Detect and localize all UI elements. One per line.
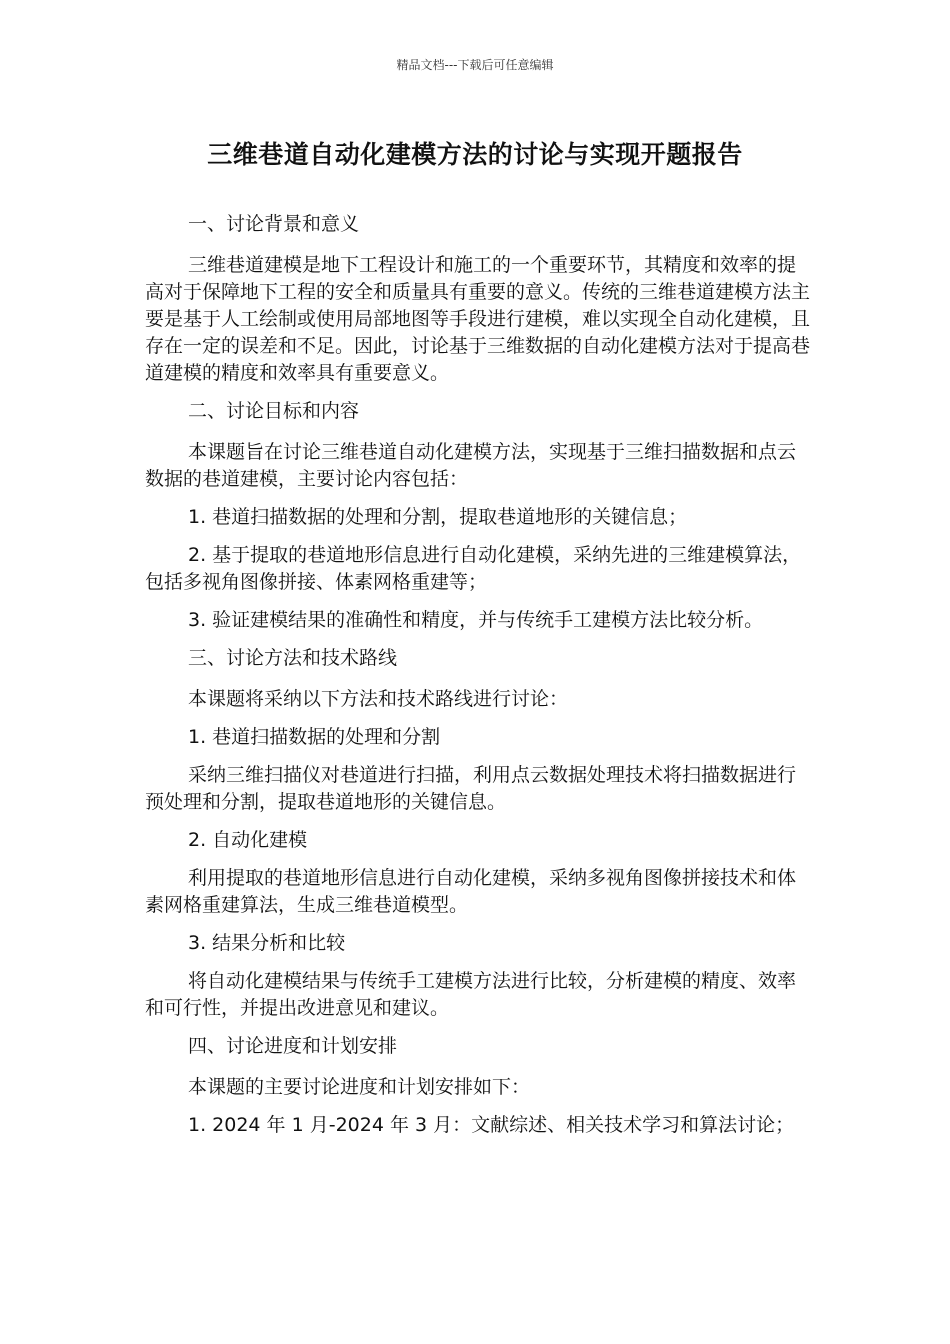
section-heading-methods: 三、讨论方法和技术路线 [188,647,398,669]
list-item-schedule-1: 1. 2024 年 1 月-2024 年 3 月：文献综述、相关技术学习和算法讨论； [188,1114,795,1136]
paragraph-goals-intro: 本课题旨在讨论三维巷道自动化建模方法，实现基于三维扫描数据和点云数据的巷道建模，主要讨论内容包括： [145,441,797,490]
paragraph-method-2: 利用提取的巷道地形信息进行自动化建模，采纳多视角图像拼接技术和体素网格重建算法，生成三维巷道模型。 [145,867,797,916]
section-heading-goals: 二、讨论目标和内容 [188,400,360,422]
paragraph-method-1: 采纳三维扫描仪对巷道进行扫描，利用点云数据处理技术将扫描数据进行预处理和分割，提取巷道地形的关键信息。 [145,764,797,813]
subheading-method-1: 1. 巷道扫描数据的处理和分割 [188,726,441,748]
subheading-method-2: 2. 自动化建模 [188,829,308,851]
paragraph-methods-intro: 本课题将采纳以下方法和技术路线进行讨论： [188,688,569,710]
section-heading-schedule: 四、讨论进度和计划安排 [188,1035,398,1057]
paragraph-schedule-intro: 本课题的主要讨论进度和计划安排如下： [188,1076,531,1098]
header-note: 精品文档---下载后可任意编辑 [396,58,554,72]
list-item-goal-3: 3. 验证建模结果的准确性和精度，并与传统手工建模方法比较分析。 [188,609,764,631]
section-heading-background: 一、讨论背景和意义 [188,213,360,235]
subheading-method-3: 3. 结果分析和比较 [188,932,346,954]
paragraph-background: 三维巷道建模是地下工程设计和施工的一个重要环节，其精度和效率的提高对于保障地下工程的安全和质量具有重要的意义。传统的三维巷道建模方法主要是基于人工绘制或使用局部地图等手段进行建模，难以实现全自动化建模，且存在一定的误差和不足。因此，讨论基于三维数据的自动化建模方法对于提高巷道建模的精度和效率具有重要意义。 [145,254,811,384]
document-body [145,211,813,1150]
document-title: 三维巷道自动化建模方法的讨论与实现开题报告 [207,140,743,169]
list-item-goal-1: 1. 巷道扫描数据的处理和分割，提取巷道地形的关键信息； [188,506,688,528]
paragraph-method-3: 将自动化建模结果与传统手工建模方法进行比较，分析建模的精度、效率和可行性，并提出改进意见和建议。 [145,970,797,1019]
list-item-goal-2: 2. 基于提取的巷道地形信息进行自动化建模，采纳先进的三维建模算法，包括多视角图像拼接、体素网格重建等； [145,544,802,593]
